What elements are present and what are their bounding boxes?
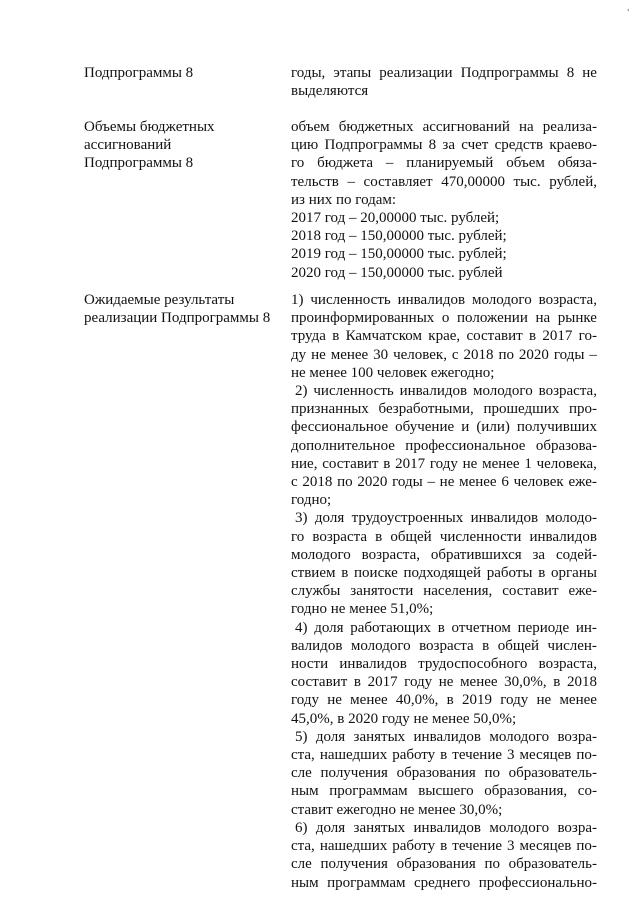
text-line: ние, составит в 2017 году не менее 1 человека, [291,455,597,472]
text-line: 45,0%, в 2020 году не менее 50,0%; [291,710,517,727]
text-line: объем бюджетных ассигнований на реализа- [291,119,597,135]
text-line: ду не менее 30 человек, с 2018 по 2020 годы – [291,346,597,363]
row-label-budget: Объемы бюджетных ассигнований Подпрограммы 8 [84,119,215,171]
text-line: го бюджета – планируемый объем обяза- [291,155,597,172]
text-line: 2020 год – 150,00000 тыс. рублей [291,264,503,281]
text-line: 3) доля трудоустроенных инвалидов молодо- [295,510,597,527]
text-line: составит в 2017 году не менее 30,0%, в 2018 [291,674,597,691]
text-line: ста, нашедших работу в течение 3 месяцев по- [291,838,597,855]
text-line: годы, этапы реализации Подпрограммы 8 не [291,65,597,81]
text-line: выделяются [291,83,369,100]
text-line: валидов молодого возраста в общей числен- [291,637,597,654]
text-line: ности инвалидов трудоспособного возраста, [291,656,597,673]
row-content-budget [291,118,597,282]
text-line: го возраста в общей численности инвалидов [291,528,597,545]
text-line: не менее 100 человек ежегодно; [291,364,495,381]
text-line: ным программам среднего профессионально- [291,874,597,891]
text-line: тельств – составляет 470,00000 тыс. рублей, [291,173,597,190]
text-line: цию Подпрограммы 8 за счет средств краево- [291,137,597,154]
text-line: году не менее 40,0%, в 2019 году не менее [291,692,597,709]
text-line: ставит ежегодно не менее 30,0%; [291,801,503,818]
text-line: сле получения образования по образователь- [291,765,597,782]
row-label-period: Подпрограммы 8 [84,65,194,81]
text-line: 2017 год – 20,00000 тыс. рублей; [291,210,500,227]
text-line: ным программам высшего образования, со- [291,783,597,800]
text-line: признанных безработными, прошедших про- [291,401,597,418]
text-line: сле получения образования по образователь- [291,856,597,873]
text-line: 2018 год – 150,00000 тыс. рублей; [291,228,507,245]
text-line: 5) доля занятых инвалидов молодого возра- [295,728,597,745]
text-line: труда в Камчатском крае, составит в 2017 го- [291,328,597,345]
corner-mark: ' [627,8,629,19]
text-line: дополнительное профессиональное образова- [291,437,597,454]
text-line: фессиональное обучение и (или) получивших [291,419,597,436]
text-line: 2019 год – 150,00000 тыс. рублей; [291,246,507,263]
text-line: проинформированных о положении на рынке [291,310,597,327]
row-content-period [291,64,597,100]
text-line: годно не менее 51,0%; [291,601,434,618]
text-line: годно; [291,492,332,509]
text-line: ствием в поиске подходящей работы в органы [291,565,597,582]
text-line: службы занятости населения, составит еже- [291,583,597,600]
text-line: ста, нашедших работу в течение 3 месяцев по- [291,747,597,764]
row-label-results: Ожидаемые результаты реализации Подпрограммы 8 [84,292,271,326]
text-line: 4) доля работающих в отчетном периоде ин- [295,619,597,636]
text-line: с 2018 по 2020 годы – не менее 6 человек еже- [291,474,597,491]
text-line: 2) численность инвалидов молодого возраста, [295,383,597,400]
text-line: молодого возраста, обратившихся за содей- [291,546,597,563]
text-line: 6) доля занятых инвалидов молодого возра- [295,819,597,836]
text-line: из них по годам: [291,191,397,208]
text-line: 1) численность инвалидов молодого возраста, [291,292,597,308]
row-content-results [291,291,597,892]
